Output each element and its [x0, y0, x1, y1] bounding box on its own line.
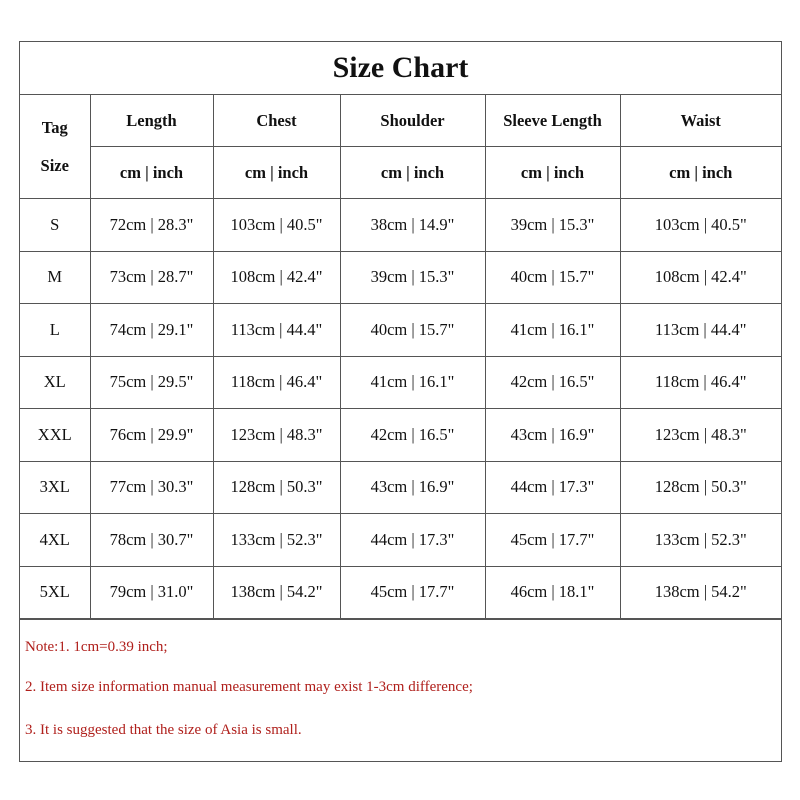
- measurement-cell: 128cm | 50.3": [620, 461, 781, 514]
- tag-label: Tag: [41, 117, 68, 137]
- measurement-cell: 76cm | 29.9": [90, 409, 213, 462]
- table-row: [20, 566, 781, 619]
- measurement-cell: 41cm | 16.1": [340, 356, 485, 409]
- column-header-waist: Waist: [620, 95, 781, 147]
- measurement-cell: 75cm | 29.5": [90, 356, 213, 409]
- measurement-cell: 73cm | 28.7": [90, 251, 213, 304]
- measurement-cell: 72cm | 28.3": [90, 199, 213, 252]
- note-3: 3. It is suggested that the size of Asia is small.: [25, 722, 302, 738]
- tag-size-header: [20, 95, 90, 199]
- measurement-cell: 42cm | 16.5": [340, 409, 485, 462]
- note-1: Note:1. 1cm=0.39 inch;: [25, 639, 168, 655]
- size-cell: 5XL: [20, 566, 90, 619]
- table-row: [20, 251, 781, 304]
- measurement-cell: 42cm | 16.5": [485, 356, 620, 409]
- measurement-cell: 40cm | 15.7": [485, 251, 620, 304]
- header-row: [20, 95, 781, 147]
- measurement-cell: 123cm | 48.3": [213, 409, 340, 462]
- column-header-chest: Chest: [213, 95, 340, 147]
- chart-title: Size Chart: [20, 42, 781, 95]
- measurement-cell: 46cm | 18.1": [485, 566, 620, 619]
- size-label: Size: [40, 155, 69, 175]
- measurement-cell: 108cm | 42.4": [213, 251, 340, 304]
- measurement-cell: 133cm | 52.3": [620, 514, 781, 567]
- column-header-shoulder: Shoulder: [340, 95, 485, 147]
- measurement-cell: 77cm | 30.3": [90, 461, 213, 514]
- size-cell: S: [20, 199, 90, 252]
- measurement-cell: 79cm | 31.0": [90, 566, 213, 619]
- unit-label: cm | inch: [90, 147, 213, 199]
- table-row: [20, 461, 781, 514]
- measurement-cell: 113cm | 44.4": [213, 304, 340, 357]
- measurement-cell: 45cm | 17.7": [485, 514, 620, 567]
- measurement-cell: 40cm | 15.7": [340, 304, 485, 357]
- measurement-cell: 43cm | 16.9": [485, 409, 620, 462]
- measurement-cell: 123cm | 48.3": [620, 409, 781, 462]
- measurement-cell: 41cm | 16.1": [485, 304, 620, 357]
- measurement-cell: 108cm | 42.4": [620, 251, 781, 304]
- notes-section: [20, 619, 781, 761]
- measurement-cell: 45cm | 17.7": [340, 566, 485, 619]
- column-header-sleeve-length: Sleeve Length: [485, 95, 620, 147]
- measurement-cell: 78cm | 30.7": [90, 514, 213, 567]
- size-cell: XL: [20, 356, 90, 409]
- measurement-cell: 128cm | 50.3": [213, 461, 340, 514]
- note-2: 2. Item size information manual measurement may exist 1-3cm difference;: [25, 679, 473, 695]
- measurement-cell: 103cm | 40.5": [213, 199, 340, 252]
- table-row: [20, 304, 781, 357]
- unit-label: cm | inch: [340, 147, 485, 199]
- unit-row: [20, 147, 781, 199]
- measurement-cell: 118cm | 46.4": [620, 356, 781, 409]
- table-row: [20, 356, 781, 409]
- measurement-cell: 113cm | 44.4": [620, 304, 781, 357]
- measurement-cell: 133cm | 52.3": [213, 514, 340, 567]
- size-cell: 4XL: [20, 514, 90, 567]
- measurement-cell: 103cm | 40.5": [620, 199, 781, 252]
- measurement-cell: 74cm | 29.1": [90, 304, 213, 357]
- size-cell: M: [20, 251, 90, 304]
- size-chart: [19, 41, 782, 762]
- table-row: [20, 409, 781, 462]
- measurement-cell: 43cm | 16.9": [340, 461, 485, 514]
- measurement-cell: 138cm | 54.2": [213, 566, 340, 619]
- measurement-cell: 118cm | 46.4": [213, 356, 340, 409]
- size-table: [20, 95, 781, 619]
- measurement-cell: 138cm | 54.2": [620, 566, 781, 619]
- table-row: [20, 514, 781, 567]
- measurement-cell: 39cm | 15.3": [485, 199, 620, 252]
- table-row: [20, 199, 781, 252]
- size-cell: L: [20, 304, 90, 357]
- size-cell: XXL: [20, 409, 90, 462]
- measurement-cell: 38cm | 14.9": [340, 199, 485, 252]
- column-header-length: Length: [90, 95, 213, 147]
- measurement-cell: 39cm | 15.3": [340, 251, 485, 304]
- size-cell: 3XL: [20, 461, 90, 514]
- unit-label: cm | inch: [213, 147, 340, 199]
- unit-label: cm | inch: [620, 147, 781, 199]
- unit-label: cm | inch: [485, 147, 620, 199]
- measurement-cell: 44cm | 17.3": [340, 514, 485, 567]
- measurement-cell: 44cm | 17.3": [485, 461, 620, 514]
